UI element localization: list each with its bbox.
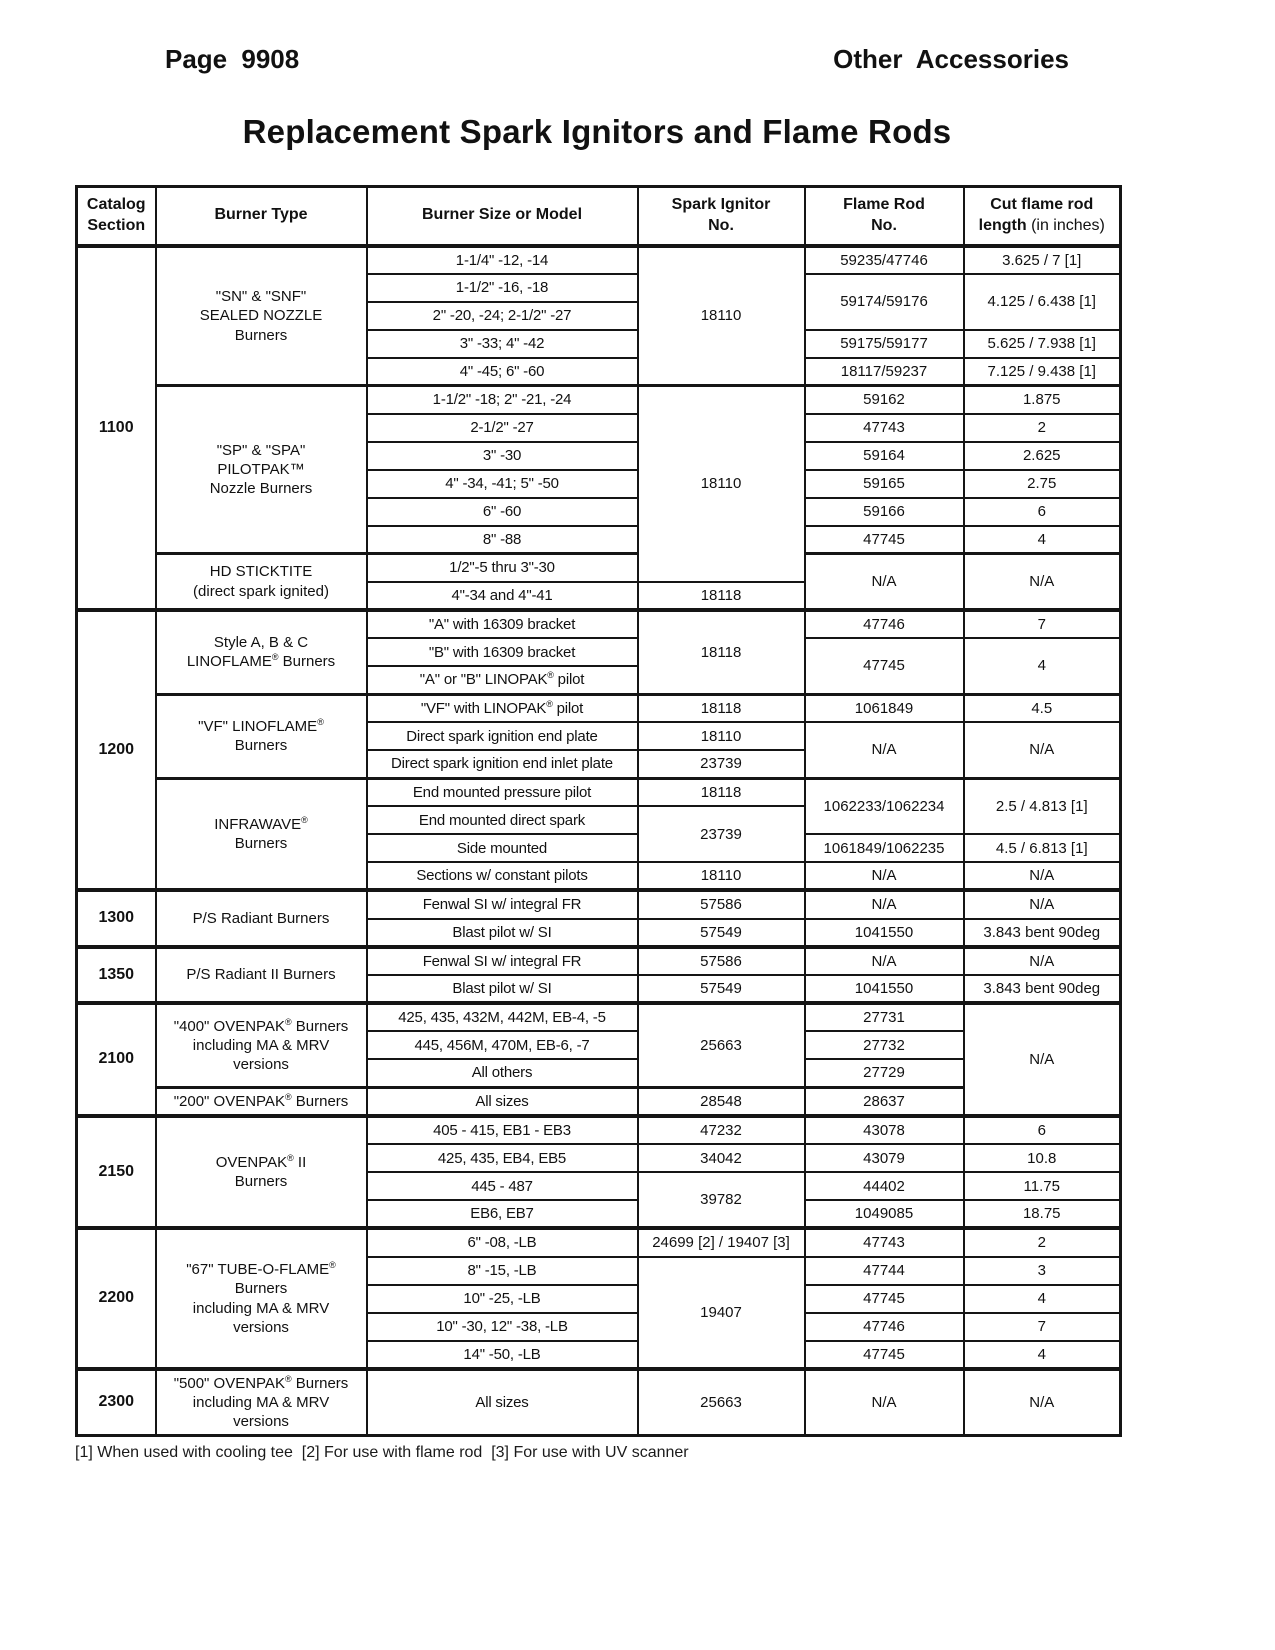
cell-cut-flame-rod-length: N/A xyxy=(964,1369,1121,1436)
table-header-row xyxy=(77,187,1121,246)
cell-burner-size-model: 10" -30, 12" -38, -LB xyxy=(367,1313,638,1341)
table-row xyxy=(77,947,1121,975)
cell-cut-flame-rod-length: 2 xyxy=(964,1228,1121,1256)
table-row xyxy=(77,1228,1121,1256)
cell-spark-ignitor-no: 23739 xyxy=(638,750,805,778)
cell-flame-rod-no: 1062233/1062234 xyxy=(805,778,964,834)
cell-spark-ignitor-no: 18110 xyxy=(638,386,805,582)
cell-spark-ignitor-no: 34042 xyxy=(638,1144,805,1172)
cell-flame-rod-no: N/A xyxy=(805,554,964,610)
cell-burner-type: P/S Radiant II Burners xyxy=(156,947,367,1003)
cell-burner-type: "SP" & "SPA" PILOTPAK™ Nozzle Burners xyxy=(156,386,367,554)
cell-flame-rod-no: 47744 xyxy=(805,1257,964,1285)
cell-burner-type: "67" TUBE-O-FLAME® Burners including MA & MRV versions xyxy=(156,1228,367,1368)
cell-cut-flame-rod-length: 7 xyxy=(964,1313,1121,1341)
cell-burner-type: "200" OVENPAK® Burners xyxy=(156,1087,367,1116)
cell-spark-ignitor-no: 18110 xyxy=(638,862,805,890)
cell-burner-type: Style A, B & C LINOFLAME® Burners xyxy=(156,610,367,694)
cell-flame-rod-no: 47745 xyxy=(805,526,964,554)
cell-burner-size-model: 6" -08, -LB xyxy=(367,1228,638,1256)
cell-burner-size-model: 445, 456M, 470M, EB-6, -7 xyxy=(367,1031,638,1059)
cell-catalog-section: 1100 xyxy=(77,246,156,610)
cell-burner-size-model: Direct spark ignition end inlet plate xyxy=(367,750,638,778)
cell-burner-size-model: 8" -88 xyxy=(367,526,638,554)
cell-cut-flame-rod-length: N/A xyxy=(964,554,1121,610)
cell-spark-ignitor-no: 18118 xyxy=(638,582,805,610)
cell-flame-rod-no: N/A xyxy=(805,947,964,975)
cell-cut-flame-rod-length: 6 xyxy=(964,1116,1121,1144)
cut-header-bold: Cut flame rod length xyxy=(978,196,1094,234)
cell-burner-size-model: 425, 435, EB4, EB5 xyxy=(367,1144,638,1172)
cell-cut-flame-rod-length: 4 xyxy=(964,1341,1121,1369)
cell-burner-type: "VF" LINOFLAME® Burners xyxy=(156,694,367,778)
cell-burner-type: "400" OVENPAK® Burners including MA & MRV versions xyxy=(156,1003,367,1087)
cell-flame-rod-no: 47746 xyxy=(805,610,964,638)
cell-cut-flame-rod-length: 4.125 / 6.438 [1] xyxy=(964,274,1121,330)
cell-burner-size-model: 10" -25, -LB xyxy=(367,1285,638,1313)
cell-cut-flame-rod-length: N/A xyxy=(964,862,1121,890)
cell-spark-ignitor-no: 18118 xyxy=(638,610,805,694)
cell-burner-size-model: 6" -60 xyxy=(367,498,638,526)
cell-catalog-section: 1300 xyxy=(77,890,156,946)
cell-burner-size-model: 14" -50, -LB xyxy=(367,1341,638,1369)
cell-catalog-section: 2100 xyxy=(77,1003,156,1116)
cell-cut-flame-rod-length: 4 xyxy=(964,638,1121,694)
cell-burner-type: "500" OVENPAK® Burners including MA & MRV versions xyxy=(156,1369,367,1436)
table-row xyxy=(77,1369,1121,1436)
cell-flame-rod-no: 27731 xyxy=(805,1003,964,1031)
col-header-cut-flame-rod-length xyxy=(964,187,1121,246)
cell-burner-size-model: 8" -15, -LB xyxy=(367,1257,638,1285)
cell-cut-flame-rod-length: 4.5 / 6.813 [1] xyxy=(964,834,1121,862)
cell-flame-rod-no: N/A xyxy=(805,890,964,918)
page-header xyxy=(75,44,1119,75)
cell-spark-ignitor-no: 18110 xyxy=(638,246,805,386)
cell-cut-flame-rod-length: 11.75 xyxy=(964,1172,1121,1200)
cell-cut-flame-rod-length: 1.875 xyxy=(964,386,1121,414)
cell-flame-rod-no: 47743 xyxy=(805,414,964,442)
cell-burner-size-model: 1-1/2" -18; 2" -21, -24 xyxy=(367,386,638,414)
cell-flame-rod-no: 47745 xyxy=(805,1341,964,1369)
table-row xyxy=(77,1116,1121,1144)
cell-cut-flame-rod-length: 2 xyxy=(964,414,1121,442)
cell-catalog-section: 1200 xyxy=(77,610,156,890)
cell-cut-flame-rod-length: 2.625 xyxy=(964,442,1121,470)
cell-burner-size-model: 1-1/4" -12, -14 xyxy=(367,246,638,274)
cell-cut-flame-rod-length: 3 xyxy=(964,1257,1121,1285)
cell-flame-rod-no: 47745 xyxy=(805,1285,964,1313)
cell-burner-size-model: All sizes xyxy=(367,1369,638,1436)
cell-burner-size-model: 4"-34 and 4"-41 xyxy=(367,582,638,610)
cell-cut-flame-rod-length: 10.8 xyxy=(964,1144,1121,1172)
cell-burner-size-model: EB6, EB7 xyxy=(367,1200,638,1228)
cell-burner-size-model: All sizes xyxy=(367,1087,638,1116)
cell-cut-flame-rod-length: 7.125 / 9.438 [1] xyxy=(964,358,1121,386)
cell-cut-flame-rod-length: 2.5 / 4.813 [1] xyxy=(964,778,1121,834)
cell-spark-ignitor-no: 57549 xyxy=(638,975,805,1003)
cell-spark-ignitor-no: 47232 xyxy=(638,1116,805,1144)
table-row xyxy=(77,386,1121,414)
cell-burner-size-model: "A" with 16309 bracket xyxy=(367,610,638,638)
cell-flame-rod-no: 1061849/1062235 xyxy=(805,834,964,862)
table-row xyxy=(77,694,1121,722)
cell-flame-rod-no: 47745 xyxy=(805,638,964,694)
page-title: Replacement Spark Ignitors and Flame Rods xyxy=(242,113,952,150)
cell-burner-size-model: 3" -30 xyxy=(367,442,638,470)
cell-spark-ignitor-no: 18110 xyxy=(638,722,805,750)
col-header-burner-type: Burner Type xyxy=(156,187,367,246)
cell-cut-flame-rod-length: 2.75 xyxy=(964,470,1121,498)
cell-spark-ignitor-no: 18118 xyxy=(638,778,805,806)
spark-ignitors-flame-rods-table xyxy=(75,185,1122,1437)
cell-cut-flame-rod-length: N/A xyxy=(964,1003,1121,1116)
cell-burner-size-model: 2-1/2" -27 xyxy=(367,414,638,442)
cell-cut-flame-rod-length: 3.625 / 7 [1] xyxy=(964,246,1121,274)
cell-flame-rod-no: 43079 xyxy=(805,1144,964,1172)
cell-cut-flame-rod-length: N/A xyxy=(964,947,1121,975)
col-header-catalog-section: Catalog Section xyxy=(77,187,156,246)
col-header-burner-size-model: Burner Size or Model xyxy=(367,187,638,246)
cell-burner-type: P/S Radiant Burners xyxy=(156,890,367,946)
cell-spark-ignitor-no: 25663 xyxy=(638,1369,805,1436)
col-header-spark-ignitor-no: Spark Ignitor No. xyxy=(638,187,805,246)
cell-catalog-section: 2300 xyxy=(77,1369,156,1436)
cell-cut-flame-rod-length: 3.843 bent 90deg xyxy=(964,919,1121,947)
cell-burner-size-model: "VF" with LINOPAK® pilot xyxy=(367,694,638,722)
table-row xyxy=(77,890,1121,918)
cell-spark-ignitor-no: 18118 xyxy=(638,694,805,722)
cell-burner-size-model: Blast pilot w/ SI xyxy=(367,975,638,1003)
cell-cut-flame-rod-length: 18.75 xyxy=(964,1200,1121,1228)
cell-cut-flame-rod-length: 4.5 xyxy=(964,694,1121,722)
cell-flame-rod-no: 1061849 xyxy=(805,694,964,722)
cell-burner-size-model: "A" or "B" LINOPAK® pilot xyxy=(367,666,638,694)
col-header-flame-rod-no: Flame Rod No. xyxy=(805,187,964,246)
footnote: [1] When used with cooling tee [2] For use with flame rod [3] For use with UV scanner xyxy=(75,1444,689,1462)
cell-flame-rod-no: 59164 xyxy=(805,442,964,470)
cell-burner-size-model: End mounted pressure pilot xyxy=(367,778,638,806)
cell-burner-size-model: 1-1/2" -16, -18 xyxy=(367,274,638,302)
cell-burner-size-model: 4" -45; 6" -60 xyxy=(367,358,638,386)
cell-burner-size-model: 445 - 487 xyxy=(367,1172,638,1200)
header-right-label: Other Accessories xyxy=(833,44,1069,74)
cell-cut-flame-rod-length: N/A xyxy=(964,722,1121,778)
cell-burner-size-model: Fenwal SI w/ integral FR xyxy=(367,947,638,975)
cell-flame-rod-no: 1041550 xyxy=(805,975,964,1003)
cell-spark-ignitor-no: 57549 xyxy=(638,919,805,947)
cell-flame-rod-no: 1041550 xyxy=(805,919,964,947)
cell-spark-ignitor-no: 39782 xyxy=(638,1172,805,1228)
cell-spark-ignitor-no: 57586 xyxy=(638,890,805,918)
cell-catalog-section: 1350 xyxy=(77,947,156,1003)
page-number: Page 9908 xyxy=(165,44,300,74)
cell-cut-flame-rod-length: 7 xyxy=(964,610,1121,638)
cell-spark-ignitor-no: 19407 xyxy=(638,1257,805,1369)
cell-flame-rod-no: 18117/59237 xyxy=(805,358,964,386)
cell-burner-size-model: End mounted direct spark xyxy=(367,806,638,834)
table-body xyxy=(77,246,1121,1436)
cell-catalog-section: 2200 xyxy=(77,1228,156,1368)
table-row xyxy=(77,554,1121,582)
cell-spark-ignitor-no: 23739 xyxy=(638,806,805,862)
cell-burner-type: INFRAWAVE® Burners xyxy=(156,778,367,890)
cell-spark-ignitor-no: 28548 xyxy=(638,1087,805,1116)
cell-flame-rod-no: 28637 xyxy=(805,1087,964,1116)
cell-burner-size-model: Direct spark ignition end plate xyxy=(367,722,638,750)
table-row xyxy=(77,1003,1121,1031)
cell-flame-rod-no: 44402 xyxy=(805,1172,964,1200)
cell-flame-rod-no: 1049085 xyxy=(805,1200,964,1228)
cell-cut-flame-rod-length: 5.625 / 7.938 [1] xyxy=(964,330,1121,358)
cell-burner-size-model: Sections w/ constant pilots xyxy=(367,862,638,890)
cell-flame-rod-no: 59175/59177 xyxy=(805,330,964,358)
table-row xyxy=(77,778,1121,806)
cell-flame-rod-no: 59165 xyxy=(805,470,964,498)
cell-burner-type: OVENPAK® II Burners xyxy=(156,1116,367,1228)
cell-flame-rod-no: 27729 xyxy=(805,1059,964,1087)
cell-flame-rod-no: 43078 xyxy=(805,1116,964,1144)
cell-flame-rod-no: N/A xyxy=(805,722,964,778)
cell-burner-size-model: 1/2"-5 thru 3"-30 xyxy=(367,554,638,582)
cell-flame-rod-no: 47743 xyxy=(805,1228,964,1256)
cell-burner-size-model: Fenwal SI w/ integral FR xyxy=(367,890,638,918)
cell-flame-rod-no: 59166 xyxy=(805,498,964,526)
cell-spark-ignitor-no: 24699 [2] / 19407 [3] xyxy=(638,1228,805,1256)
cell-burner-size-model: 2" -20, -24; 2-1/2" -27 xyxy=(367,302,638,330)
cell-flame-rod-no: 59174/59176 xyxy=(805,274,964,330)
cell-burner-type: "SN" & "SNF" SEALED NOZZLE Burners xyxy=(156,246,367,386)
table-row xyxy=(77,610,1121,638)
cell-flame-rod-no: 47746 xyxy=(805,1313,964,1341)
cell-flame-rod-no: 59235/47746 xyxy=(805,246,964,274)
cell-burner-size-model: Side mounted xyxy=(367,834,638,862)
cell-cut-flame-rod-length: 4 xyxy=(964,1285,1121,1313)
cell-burner-size-model: 425, 435, 432M, 442M, EB-4, -5 xyxy=(367,1003,638,1031)
cell-spark-ignitor-no: 57586 xyxy=(638,947,805,975)
table-row xyxy=(77,246,1121,274)
cell-burner-size-model: "B" with 16309 bracket xyxy=(367,638,638,666)
cell-cut-flame-rod-length: 6 xyxy=(964,498,1121,526)
cell-burner-size-model: Blast pilot w/ SI xyxy=(367,919,638,947)
cell-burner-type: HD STICKTITE (direct spark ignited) xyxy=(156,554,367,610)
cell-burner-size-model: 405 - 415, EB1 - EB3 xyxy=(367,1116,638,1144)
cell-burner-size-model: 3" -33; 4" -42 xyxy=(367,330,638,358)
cell-cut-flame-rod-length: N/A xyxy=(964,890,1121,918)
cell-flame-rod-no: 27732 xyxy=(805,1031,964,1059)
cell-catalog-section: 2150 xyxy=(77,1116,156,1228)
cell-cut-flame-rod-length: 3.843 bent 90deg xyxy=(964,975,1121,1003)
cell-cut-flame-rod-length: 4 xyxy=(964,526,1121,554)
cell-flame-rod-no: N/A xyxy=(805,1369,964,1436)
cell-spark-ignitor-no: 25663 xyxy=(638,1003,805,1087)
cut-header-units: (in inches) xyxy=(1026,216,1105,234)
cell-flame-rod-no: 59162 xyxy=(805,386,964,414)
cell-burner-size-model: 4" -34, -41; 5" -50 xyxy=(367,470,638,498)
cell-burner-size-model: All others xyxy=(367,1059,638,1087)
cell-flame-rod-no: N/A xyxy=(805,862,964,890)
